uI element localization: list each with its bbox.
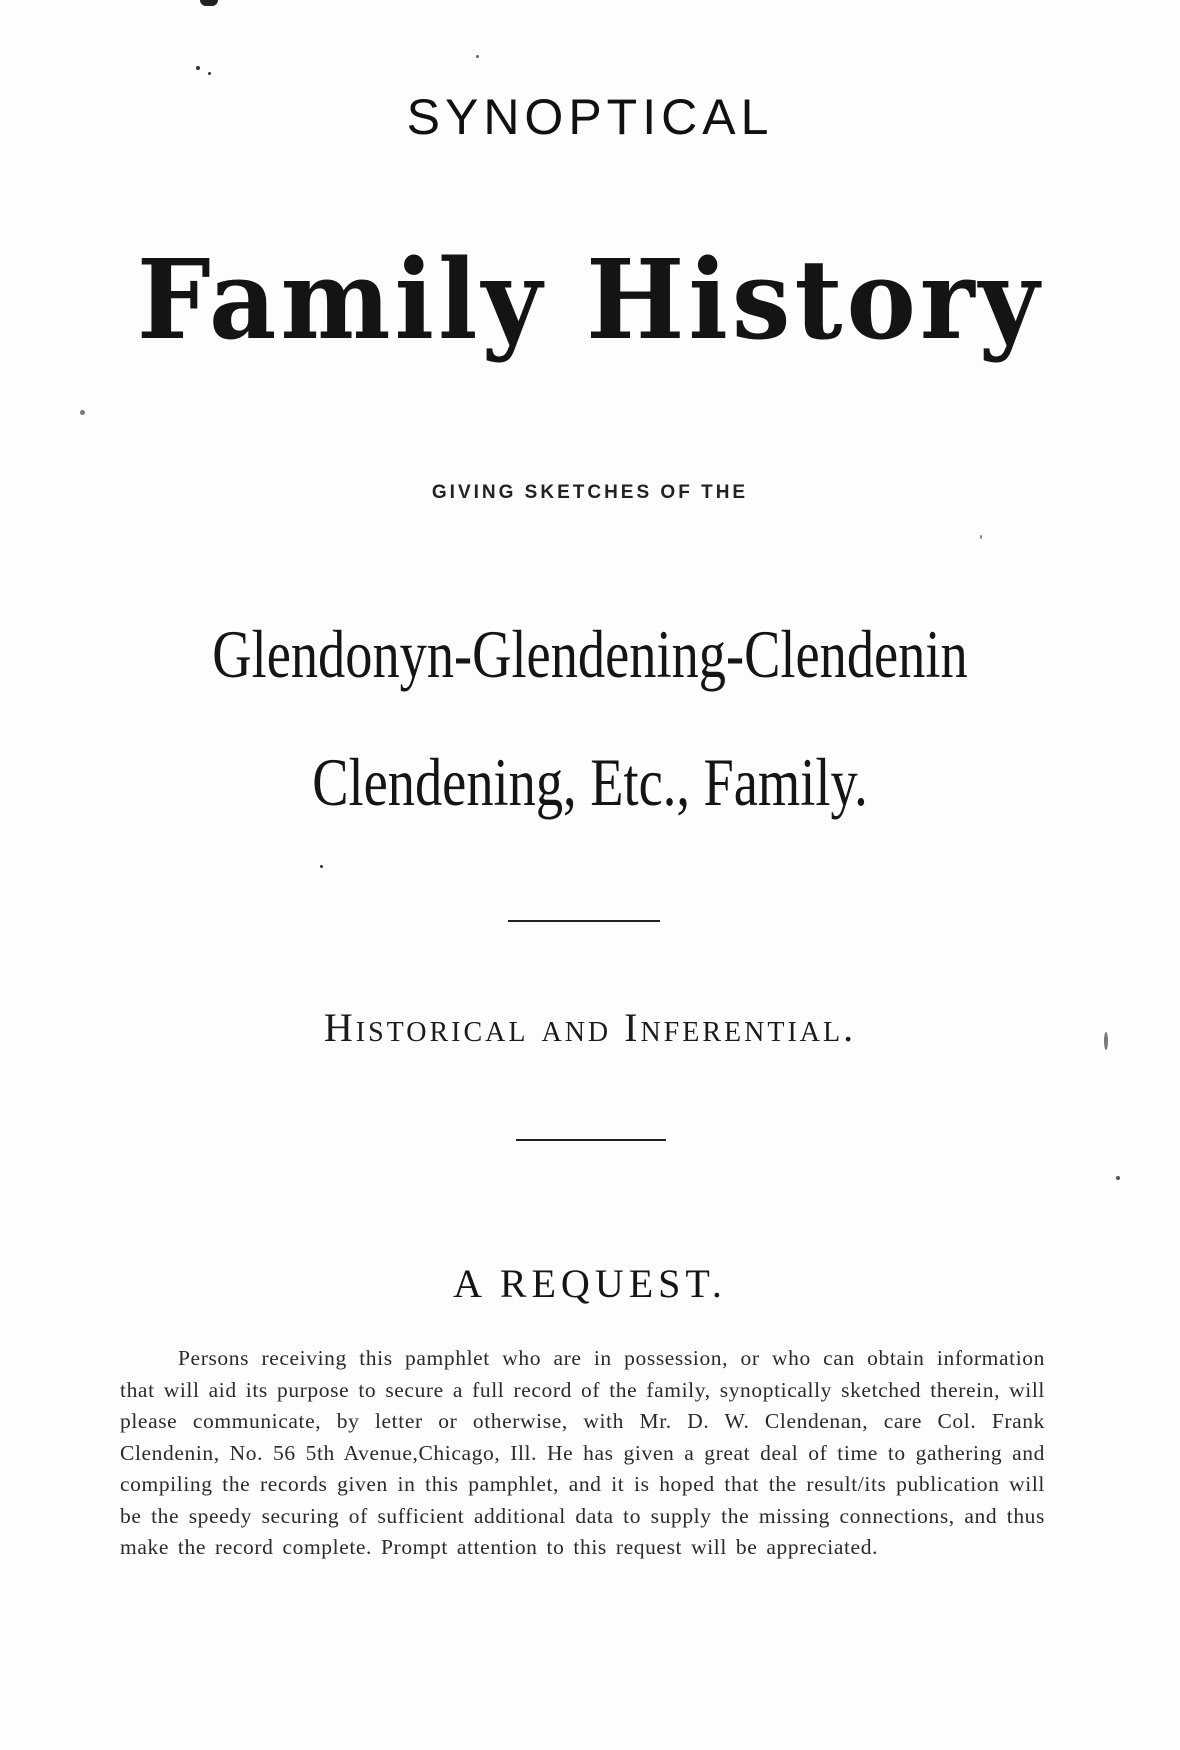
family-names-line-2: Clendening, Etc., Family. xyxy=(312,744,868,820)
request-heading: A REQUEST. xyxy=(453,1261,727,1306)
print-speck xyxy=(208,72,211,75)
request-body: Persons receiving this pamphlet who are in possession, or who can obtain information that will aid its purpose to secure a full record of the family, synoptically sketched therein, will please communicate, by letter or otherwise, with Mr. D. W. Clendenan, care Col. Frank Clendenin, No. 56 5th Avenue,Chicago, Ill. He has given a great deal of time to gathering and compiling the records given in this pamphlet, and it is hoped that the result/its publication will be the speedy securing of sufficient additional data to supply the missing connections, and thus make the record complete. Prompt attention to this request will be appreciated. xyxy=(120,1346,1045,1559)
divider-rule xyxy=(508,920,660,922)
divider-rule xyxy=(516,1139,666,1141)
print-speck xyxy=(1116,1176,1120,1180)
print-speck xyxy=(476,55,479,58)
print-speck xyxy=(80,410,85,415)
tagline: Historical and Inferential. xyxy=(323,1005,857,1050)
print-speck xyxy=(196,66,200,70)
print-speck xyxy=(1104,1032,1108,1050)
print-speck xyxy=(980,535,982,539)
print-speck xyxy=(320,865,323,868)
family-names-line-1: Glendonyn-Glendening-Clendenin xyxy=(212,616,968,692)
heading-synoptical: SYNOPTICAL xyxy=(406,89,774,145)
title-family-history: Family History xyxy=(136,234,1044,365)
ink-blot xyxy=(200,0,218,6)
subheading: GIVING SKETCHES OF THE xyxy=(431,482,749,503)
